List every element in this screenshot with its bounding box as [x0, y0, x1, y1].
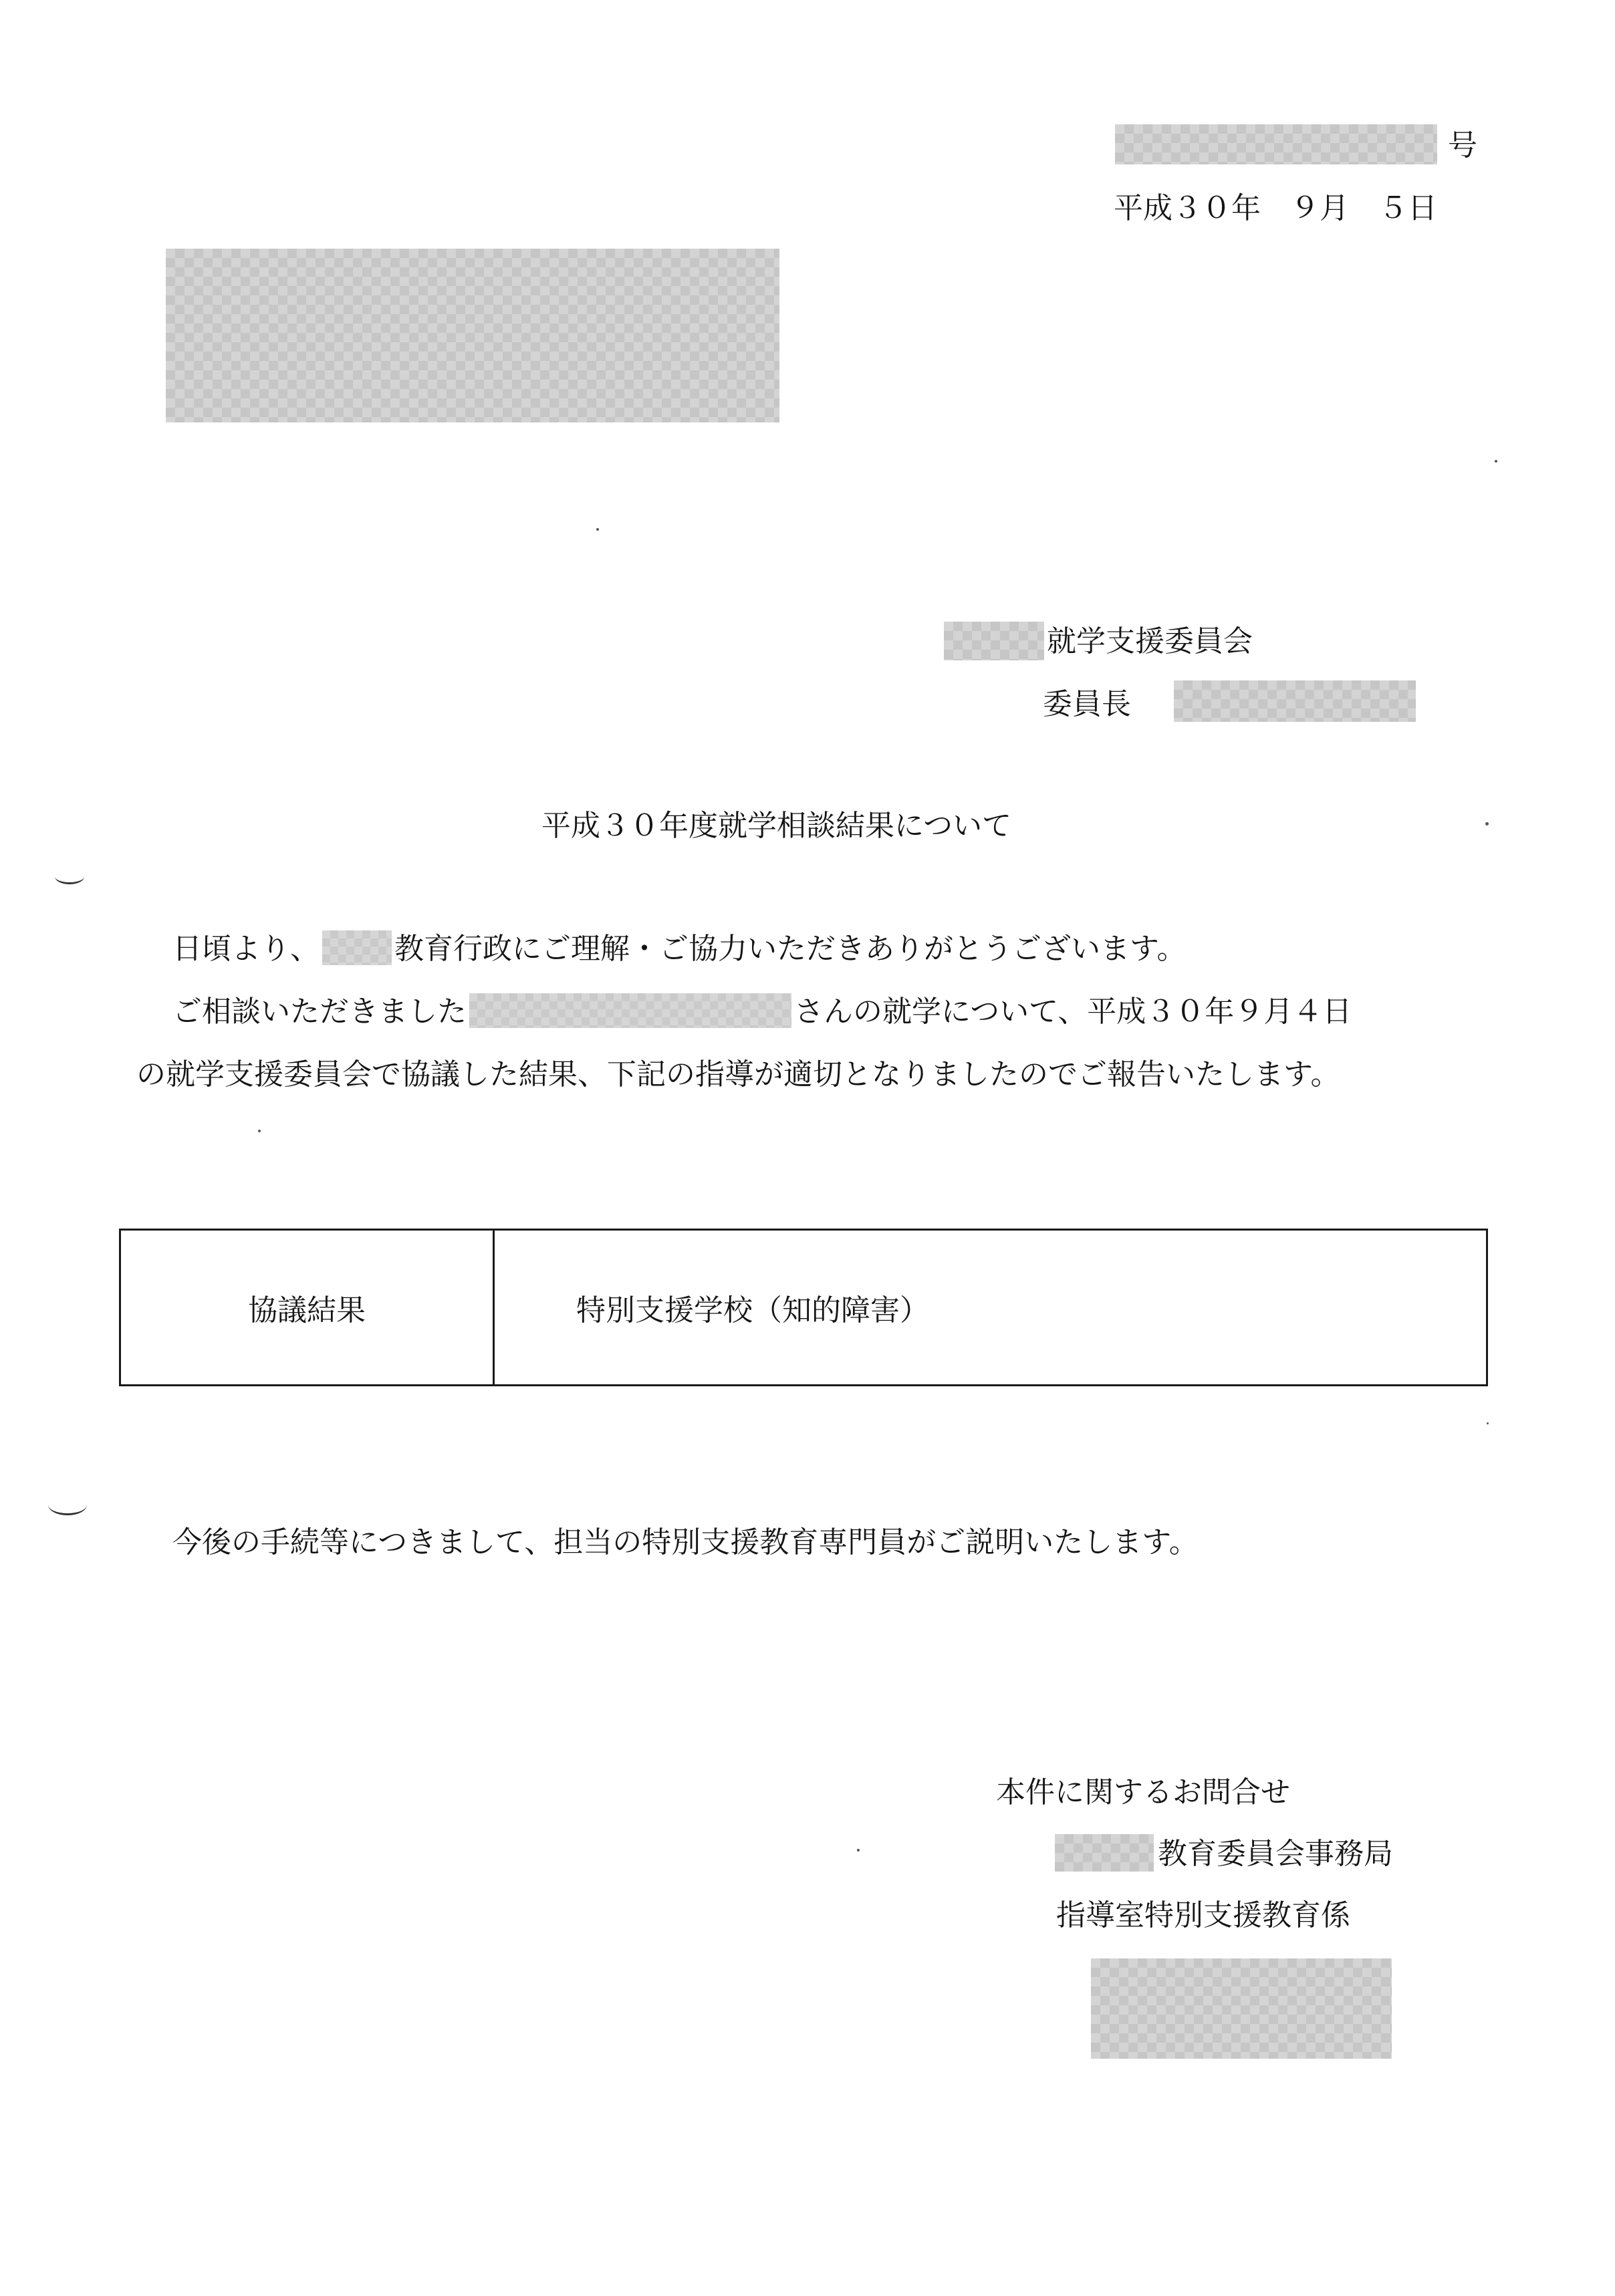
result-table	[119, 1229, 1488, 1386]
contact-section: 指導室特別支援教育係	[1056, 1898, 1350, 1932]
student-name-redaction	[469, 993, 791, 1028]
scan-mark	[48, 1495, 87, 1515]
body-paragraph-2	[172, 996, 1352, 1031]
chair-name-redaction	[1174, 680, 1416, 722]
contact-municipality-redaction	[1055, 1834, 1154, 1872]
contact-phone-redaction	[1091, 1958, 1392, 2059]
result-label: 協議結果	[121, 1231, 495, 1384]
body-paragraph-1	[172, 933, 1186, 968]
document-title: 平成３０年度就学相談結果について	[541, 809, 1012, 843]
scan-speck	[857, 1849, 860, 1852]
body-p2-end: さんの就学について、平成３０年９月４日	[794, 995, 1352, 1029]
body-p1-start: 日頃より、	[172, 932, 320, 966]
scan-speck	[1495, 460, 1497, 463]
body-paragraph-3: の就学支援委員会で協議した結果、下記の指導が適切となりましたのでご報告いたします。	[136, 1057, 1340, 1092]
scan-speck	[1485, 822, 1489, 825]
scan-mark	[55, 869, 84, 884]
municipality-redaction-inline	[322, 930, 392, 965]
document-date: 平成３０年 ９月 ５日	[1114, 191, 1437, 225]
chair-label: 委員長	[1043, 687, 1131, 721]
scan-speck	[596, 528, 599, 531]
body-p2-start: ご相談いただきました	[172, 995, 467, 1029]
document-number-suffix: 号	[1448, 128, 1477, 162]
body-p1-end: 教育行政にご理解・ご協力いただきありがとうございます。	[394, 932, 1187, 966]
scan-speck	[258, 1130, 261, 1132]
contact-heading: 本件に関するお問合せ	[996, 1775, 1290, 1809]
sender-committee: 就学支援委員会	[1047, 624, 1253, 658]
document-number-redaction	[1115, 124, 1437, 164]
contact-office: 教育委員会事務局	[1158, 1837, 1393, 1871]
municipality-redaction	[944, 622, 1044, 660]
followup-text: 今後の手続等につきまして、担当の特別支援教育専門員がご説明いたします。	[172, 1525, 1199, 1559]
recipient-redaction	[166, 249, 779, 422]
result-value: 特別支援学校（知的障害）	[576, 1293, 929, 1327]
scan-speck	[1487, 1422, 1489, 1424]
